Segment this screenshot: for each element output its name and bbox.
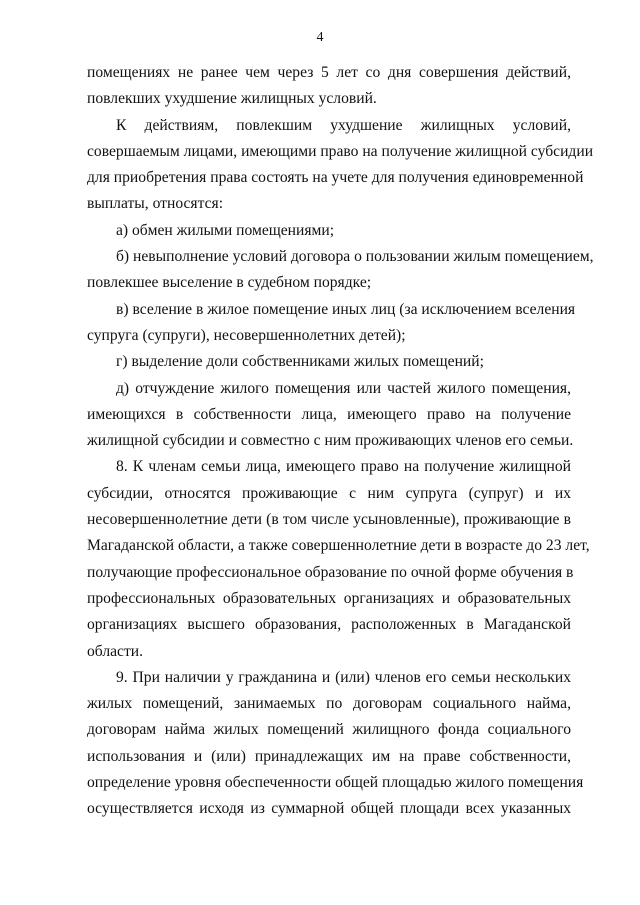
text-line: повлекших ухудшение жилищных условий. xyxy=(87,90,377,108)
paragraph-continuation xyxy=(87,60,571,113)
text-line: осуществляется исходя из суммарной общей площади всех указанных xyxy=(87,800,571,818)
text-line: профессиональных образовательных организациях и образовательных xyxy=(87,589,571,607)
text-line: организациях высшего образования, расположенных в Магаданской xyxy=(87,616,571,634)
text-line: г) выделение доли собственниками жилых помещений; xyxy=(116,353,484,371)
document-body xyxy=(87,60,594,823)
text-line: имеющихся в собственности лица, имеющего право на получение xyxy=(87,405,571,423)
text-line: в) вселение в жилое помещение иных лиц (за исключением вселения xyxy=(116,300,576,318)
text-line: использования и (или) принадлежащих им на праве собственности, xyxy=(87,747,571,765)
paragraph-actions-list-intro xyxy=(87,113,594,218)
clause-8 xyxy=(87,454,590,664)
text-line: субсидии, относятся проживающие с ним супруга (супруг) и их xyxy=(87,484,571,502)
page-number: 4 xyxy=(316,30,324,45)
text-line: для приобретения права состоять на учете для получения единовременной xyxy=(87,169,584,187)
text-line: К действиям, повлекшим ухудшение жилищных условий, xyxy=(116,116,571,134)
text-line: повлекшее выселение в судебном порядке; xyxy=(87,274,372,292)
text-line: д) отчуждение жилого помещения или частей жилого помещения, xyxy=(116,379,571,397)
text-line: определение уровня обеспеченности общей площадью жилого помещения xyxy=(87,774,584,792)
text-line: Магаданской области, а также совершеннолетние дети в возрасте до 23 лет, xyxy=(87,537,590,555)
list-item-b xyxy=(87,244,594,297)
text-line: несовершеннолетние дети (в том числе усыновленные), проживающие в xyxy=(87,511,571,529)
text-line: а) обмен жилыми помещениями; xyxy=(116,221,335,239)
text-line: б) невыполнение условий договора о пользовании жилым помещением, xyxy=(116,248,594,266)
text-line: супруга (супруги), несовершеннолетних детей); xyxy=(87,326,406,344)
list-item-v xyxy=(87,297,576,350)
list-item-d xyxy=(87,376,574,455)
text-line: совершаемым лицами, имеющими право на получение жилищной субсидии xyxy=(87,142,594,160)
text-line: жилищной субсидии и совместно с ним проживающих членов его семьи. xyxy=(87,432,574,450)
text-line: жилых помещений, занимаемых по договорам социального найма, xyxy=(87,695,571,713)
list-item-a xyxy=(87,218,571,244)
text-line: выплаты, относятся: xyxy=(87,195,224,213)
text-line: получающие профессиональное образование по очной форме обучения в xyxy=(87,563,574,581)
list-item-g xyxy=(87,349,571,375)
text-line: 8. К членам семьи лица, имеющего право на получение жилищной xyxy=(116,458,571,476)
text-line: помещениях не ранее чем через 5 лет со дня совершения действий, xyxy=(87,64,571,81)
clause-9 xyxy=(87,665,584,823)
text-line: договорам найма жилых помещений жилищного фонда социального xyxy=(87,721,571,739)
text-line: 9. При наличии у гражданина и (или) членов его семьи нескольких xyxy=(116,668,571,686)
text-line: области. xyxy=(87,642,144,660)
